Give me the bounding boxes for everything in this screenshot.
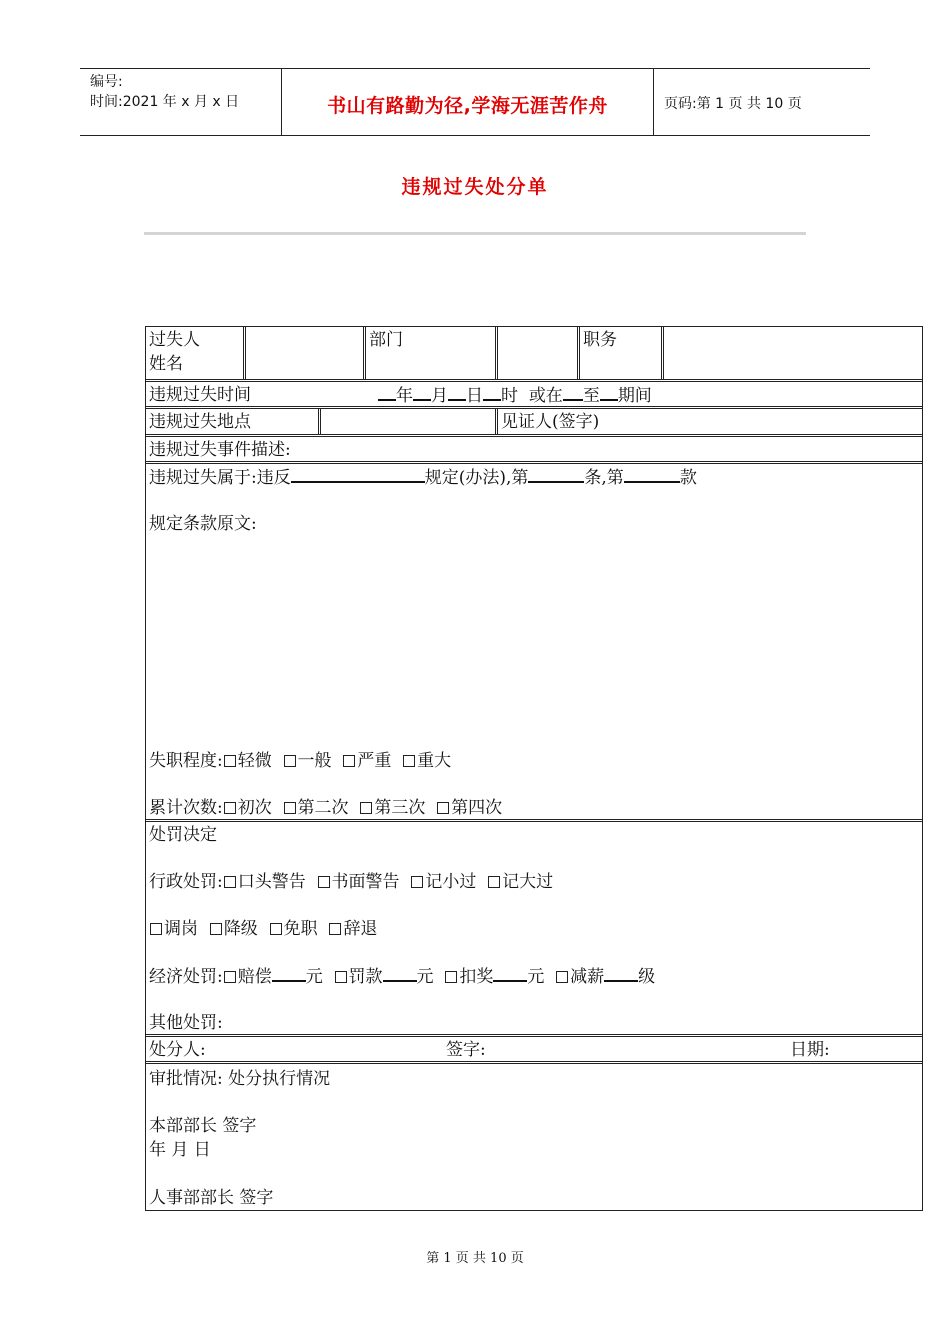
name-label-line2: 姓名 — [149, 354, 183, 374]
econ-checkbox[interactable] — [335, 971, 347, 983]
doc-time-label: 时间:2021 年 x 月 x 日 — [90, 94, 240, 110]
witness-label[interactable]: 见证人(签字) — [495, 409, 922, 434]
time-label: 违规过失时间 — [149, 385, 251, 405]
admin-checkbox[interactable] — [329, 923, 341, 935]
count-checkbox[interactable] — [224, 802, 236, 814]
header-page-info: 页码:第 1 页 共 10 页 — [664, 96, 802, 112]
econ-checkbox[interactable] — [445, 971, 457, 983]
row-name — [146, 327, 922, 382]
severity-checkbox[interactable] — [284, 755, 296, 767]
handler-label[interactable]: 处分人: — [149, 1040, 206, 1060]
location-label: 违规过失地点 — [149, 412, 251, 432]
doc-number-label: 编号: — [90, 74, 123, 90]
page-header — [80, 68, 870, 136]
row-handler — [146, 1037, 922, 1064]
admin-penalty-line: 行政处罚: 口头警告 书面警告 记小过 记大过 — [149, 872, 554, 892]
hr-head-sign[interactable]: 人事部部长 签字 — [149, 1188, 274, 1208]
row-location — [146, 409, 922, 437]
severity-checkbox[interactable] — [343, 755, 355, 767]
header-meta — [80, 69, 282, 135]
handler-sign-label[interactable]: 签字: — [446, 1040, 486, 1060]
other-penalty-label[interactable]: 其他处罚: — [149, 1013, 223, 1033]
location-field[interactable] — [318, 409, 495, 434]
dept-head-sign[interactable]: 本部部长 签字 — [149, 1116, 257, 1136]
count-checkbox[interactable] — [360, 802, 372, 814]
severity-checkbox[interactable] — [224, 755, 236, 767]
econ-checkbox[interactable] — [224, 971, 236, 983]
admin-checkbox[interactable] — [150, 923, 162, 935]
row-approval — [146, 1064, 922, 1212]
count-checkbox[interactable] — [284, 802, 296, 814]
severity-line: 失职程度: 轻微 一般 严重 重大 — [149, 751, 452, 771]
header-motto: 书山有路勤为径,学海无涯苦作舟 — [282, 69, 654, 135]
admin-checkbox[interactable] — [270, 923, 282, 935]
admin-penalty-line2: 调岗 降级 免职 辞退 — [149, 917, 377, 941]
dept-head-date[interactable]: 年 月 日 — [149, 1140, 211, 1160]
penalty-form — [145, 326, 923, 1211]
name-label — [146, 327, 243, 379]
description-label: 违规过失事件描述: — [149, 440, 291, 460]
admin-checkbox[interactable] — [488, 876, 500, 888]
violation-clause-line[interactable]: 违规过失属于:违反 规定(办法),第 条,第 款 — [149, 465, 697, 490]
row-time — [146, 382, 922, 409]
row-penalty — [146, 822, 922, 1037]
admin-checkbox[interactable] — [210, 923, 222, 935]
position-label: 职务 — [577, 327, 661, 379]
time-fields[interactable]: 年 月 日 时 或在 至 期间 — [378, 383, 652, 408]
dept-field[interactable] — [495, 327, 577, 379]
position-field[interactable] — [661, 327, 922, 379]
clause-original-label: 规定条款原文: — [149, 514, 257, 534]
econ-penalty-line: 经济处罚: 赔偿 元 罚款 元 扣奖 元 减薪 级 — [149, 964, 655, 989]
handler-date-label[interactable]: 日期: — [790, 1040, 830, 1060]
dept-label: 部门 — [363, 327, 495, 379]
row-description[interactable] — [146, 437, 922, 464]
row-violation — [146, 464, 922, 822]
econ-checkbox[interactable] — [556, 971, 568, 983]
approval-label: 审批情况: 处分执行情况 — [149, 1069, 331, 1089]
admin-checkbox[interactable] — [224, 876, 236, 888]
count-checkbox[interactable] — [437, 802, 449, 814]
penalty-title: 处罚决定 — [149, 825, 217, 845]
page-footer: 第 1 页 共 10 页 — [426, 1251, 524, 1266]
name-label-line1: 过失人 — [149, 330, 200, 350]
severity-checkbox[interactable] — [403, 755, 415, 767]
document-title: 违规过失处分单 — [401, 176, 549, 198]
name-field[interactable] — [243, 327, 363, 379]
count-line: 累计次数: 初次 第二次 第三次 第四次 — [149, 798, 503, 818]
admin-checkbox[interactable] — [411, 876, 423, 888]
title-divider — [144, 232, 806, 235]
admin-checkbox[interactable] — [318, 876, 330, 888]
